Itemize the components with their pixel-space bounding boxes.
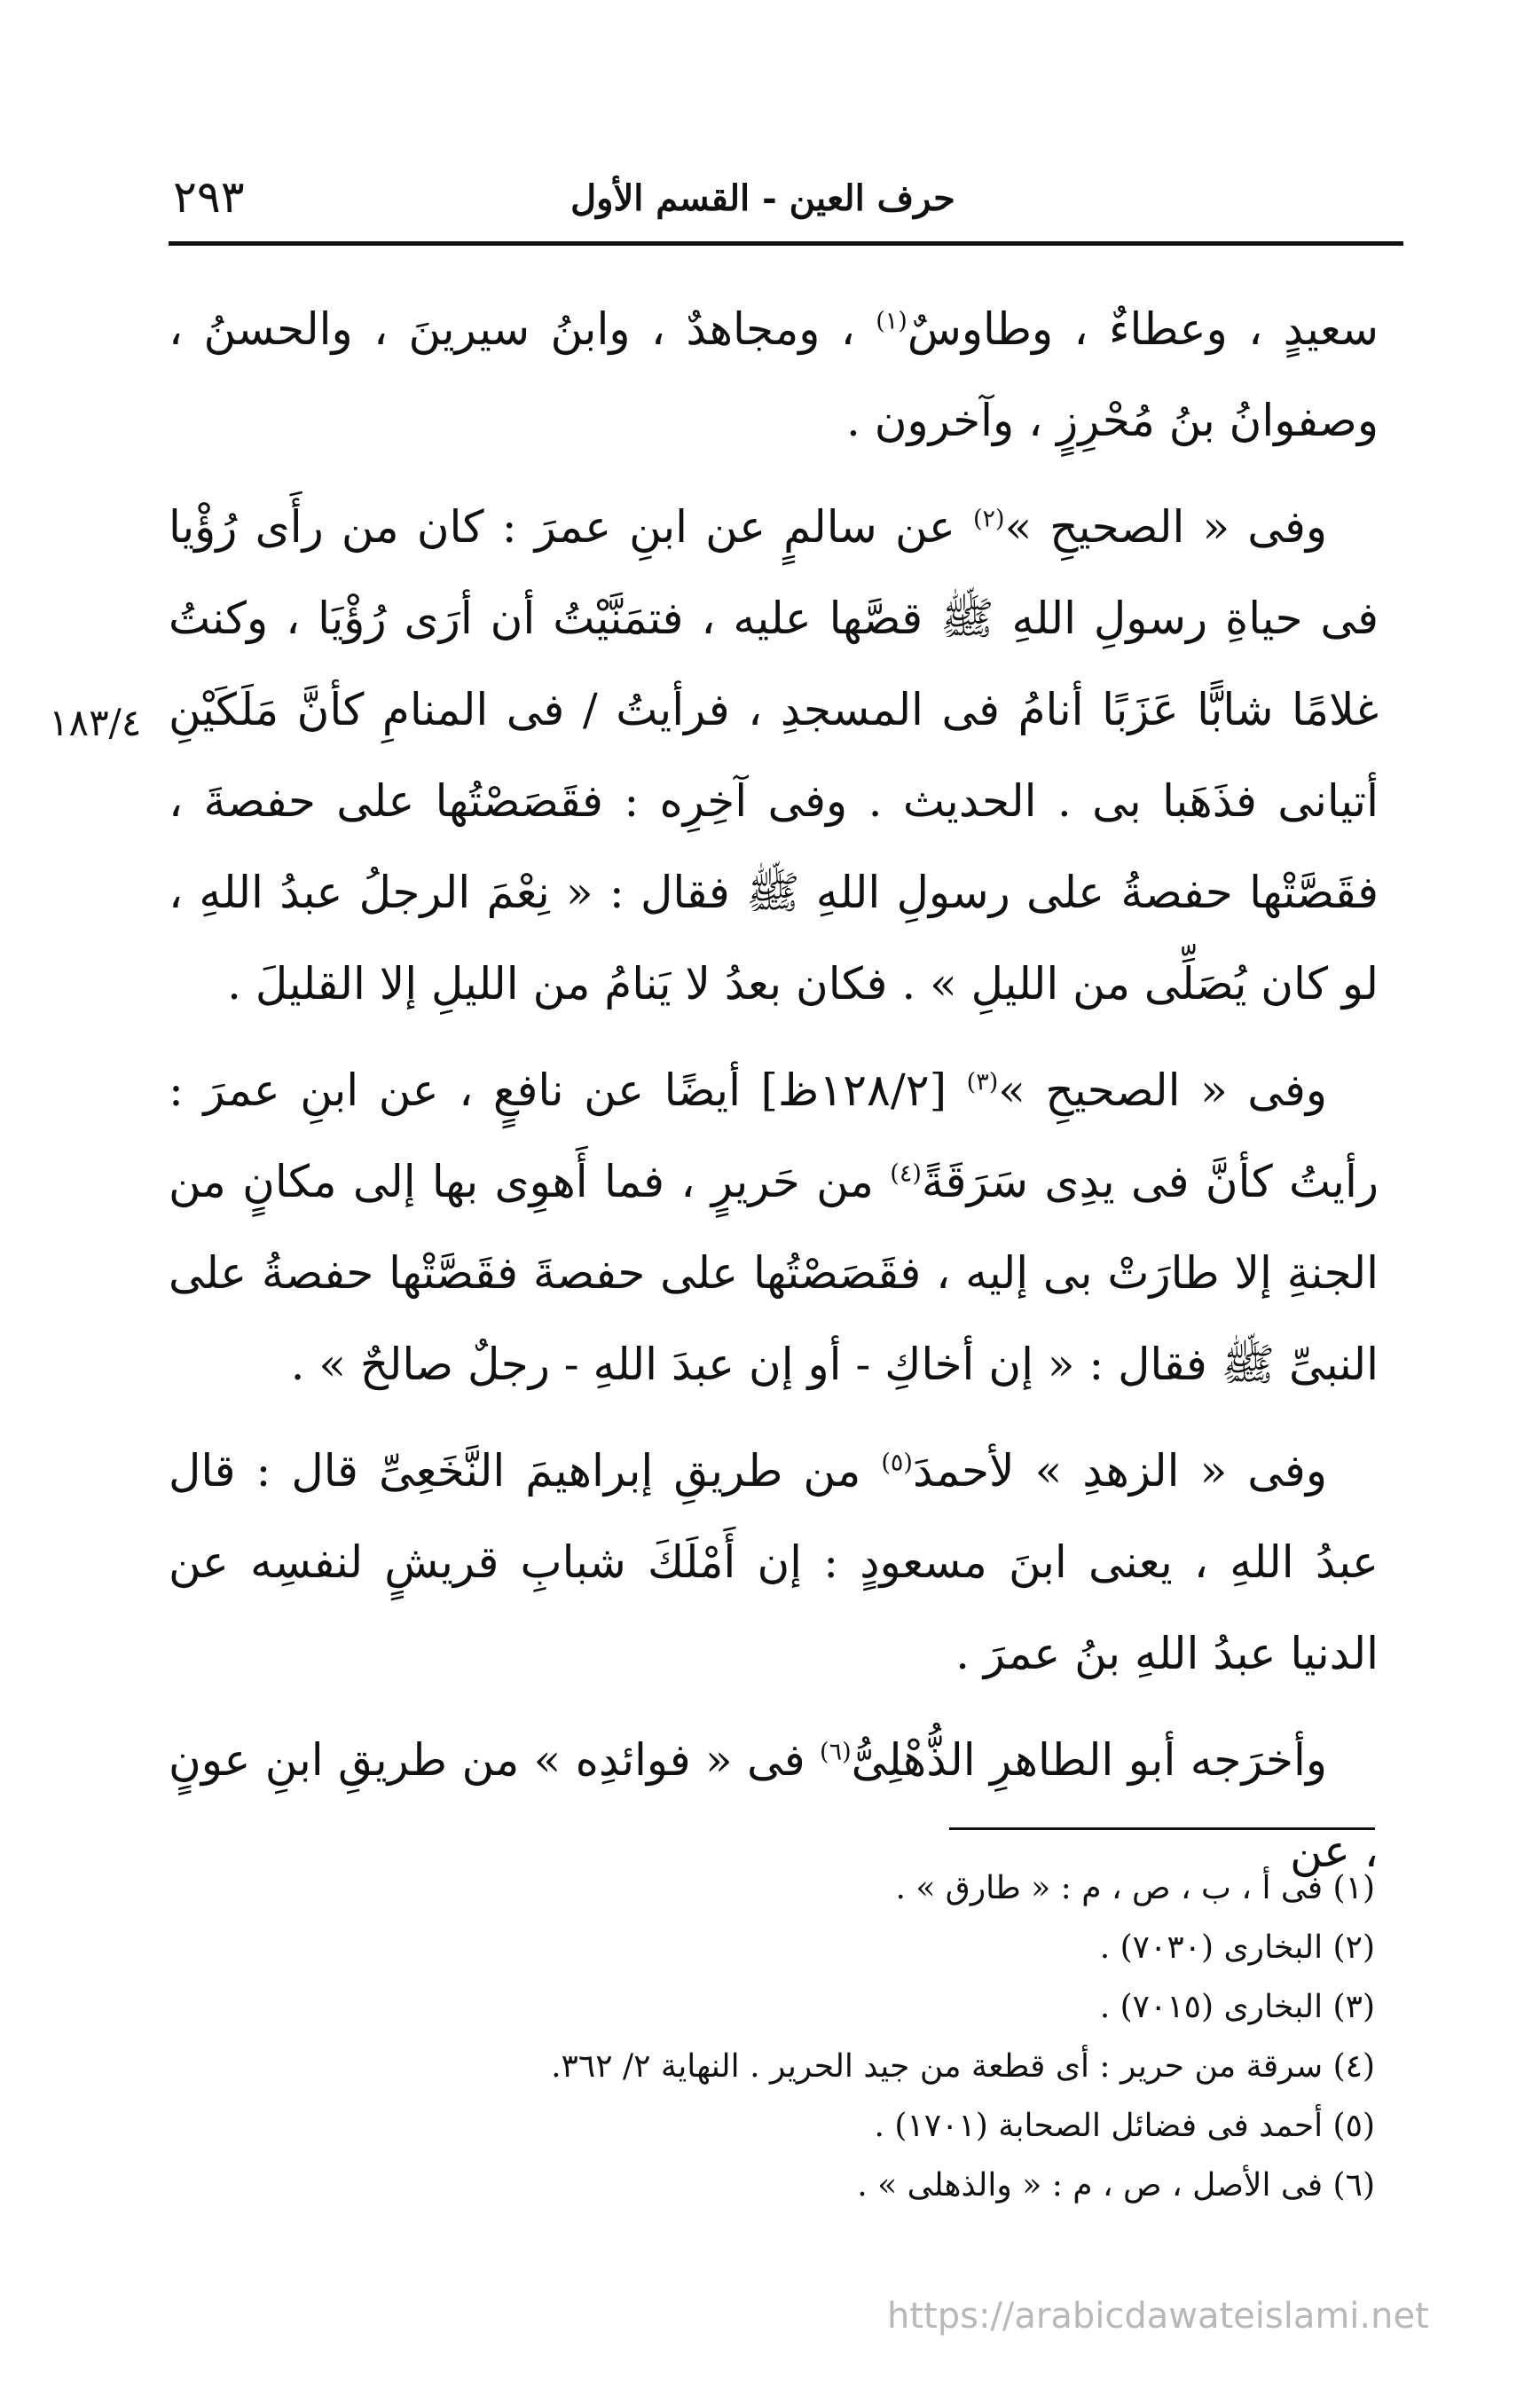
footnotes [266, 1858, 1375, 2215]
page-number: ٢٩٣ [173, 171, 245, 223]
footnote-marker: (١) [876, 307, 908, 335]
footnote-3: (٣) البخارى (٧٠١٥) . [1099, 1989, 1375, 2025]
paragraph-3 [169, 1045, 1379, 1410]
watermark-url: https://arabicdawateislami.net [887, 2296, 1429, 2337]
header-rule [169, 241, 1403, 246]
text-segment: ، ومجاهدٌ ، وابنُ سيرينَ ، والحسنُ ، وصفوانُ بنُ مُحْرِزٍ ، وآخرون . [169, 303, 1379, 446]
text-segment: عن سالمٍ عن ابنِ عمرَ : كان من رأَى رُؤْيا فى حياةِ رسولِ اللهِ ﷺ قصَّها عليه ، فتمَنَّيْتُ أن أرَى رُؤْيَا ، وكنتُ غلامًا شابًّا عَزَبًا أنامُ فى المسجدِ ، فرأيتُ / فى المنامِ كأنَّ مَلَكَيْنِ أتيانى فذَهَبا بى . الحديث . وفى آخِرِه : فقَصَصْتُها على حفصةَ ، فقَصَّتْها حفصةُ على رسولِ اللهِ ﷺ فقال : « نِعْمَ الرجلُ عبدُ اللهِ ، لو كان يُصَلِّى من الليلِ » . فكان بعدُ لا يَنامُ من الليلِ إلا القليلَ . [169, 501, 1379, 1010]
text-segment: فى « فوائدِه » من طريقِ ابنِ عونٍ ، عن [169, 1734, 1379, 1877]
footnote-2: (٢) البخارى (٧٠٣٠) . [1099, 1929, 1375, 1966]
paragraph-1 [169, 284, 1379, 467]
main-text [169, 284, 1379, 1913]
text-segment: وفى « الصحيحِ » [998, 1065, 1327, 1116]
footnote-marker: (٥) [881, 1449, 913, 1477]
footnote-4: (٤) سرقة من حرير : أى قطعة من جيد الحرير . النهاية ٢/ ٣٦٢. [551, 2048, 1375, 2085]
footnote-6: (٦) فى الأصل ، ص ، م : « والذهلى » . [857, 2167, 1375, 2204]
footnote-separator [949, 1827, 1375, 1830]
paragraph-4 [169, 1426, 1379, 1700]
text-segment: [١٢٨/٢ظ] أيضًا عن نافعٍ ، عن ابنِ عمرَ : رأيتُ كأنَّ فى يدِى سَرَقَةً [169, 1065, 1379, 1207]
running-header-title: حرف العين - القسم الأول [570, 177, 955, 219]
footnote-marker: (٦) [820, 1738, 852, 1766]
paragraph-2 [169, 482, 1379, 1030]
footnote-5: (٥) أحمد فى فضائل الصحابة (١٧٠١) . [874, 2108, 1375, 2144]
text-segment: وأخرَجه أبو الطاهرِ الذُّهْلِىُّ [851, 1734, 1327, 1786]
footnote-marker: (٤) [890, 1159, 922, 1188]
text-segment: سعيدٍ ، وعطاءٌ ، وطاوسٌ [907, 303, 1379, 355]
text-segment: وفى « الزهدِ » لأحمدَ [912, 1445, 1327, 1497]
footnote-1: (١) فى أ ، ب ، ص ، م : « طارق » . [895, 1870, 1375, 1906]
footnote-marker: (٣) [966, 1068, 999, 1096]
footnote-marker: (٢) [972, 505, 1005, 533]
margin-volume-page-reference: ١٨٣/٤ [49, 701, 142, 744]
text-segment: من طريقِ إبراهيمَ النَّخَعِىِّ قال : قال عبدُ اللهِ ، يعنى ابنَ مسعودٍ : إن أَمْلَكَ شبابِ قريشٍ لنفسِه عن الدنيا عبدُ اللهِ بنُ عمرَ . [169, 1445, 1379, 1679]
text-segment: من حَريرٍ ، فما أَهوِى بها إلى مكانٍ من الجنةِ إلا طارَتْ بى إليه ، فقَصَصْتُها على حفصةَ فقَصَّتْها حفصةُ على النبىِّ ﷺ فقال : « إن أخاكِ - أو إن عبدَ اللهِ - رجلٌ صالحٌ » . [169, 1156, 1379, 1390]
text-segment: وفى « الصحيحِ » [1004, 501, 1327, 553]
